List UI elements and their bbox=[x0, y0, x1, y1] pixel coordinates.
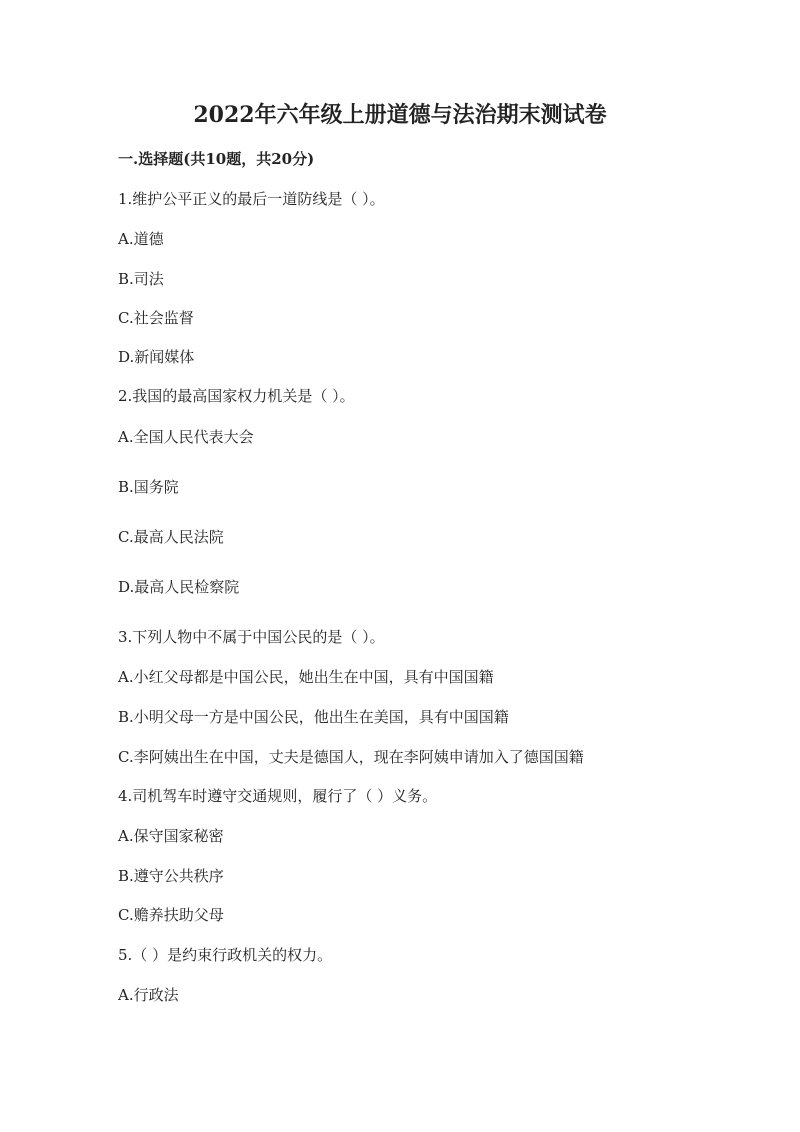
question-4-option-c: C.赡养扶助父母 bbox=[118, 906, 224, 924]
question-2-option-b: B.国务院 bbox=[118, 478, 179, 496]
question-1-option-c: C.社会监督 bbox=[118, 309, 194, 327]
question-2-option-a: A.全国人民代表大会 bbox=[118, 428, 254, 446]
question-1-option-d: D.新闻媒体 bbox=[118, 348, 195, 366]
question-3-stem: 3.下列人物中不属于中国公民的是（ ）。 bbox=[118, 628, 385, 646]
question-4-option-a: A.保守国家秘密 bbox=[118, 827, 224, 845]
question-1-option-a: A.道德 bbox=[118, 230, 164, 248]
section-heading: 一.选择题(共10题，共20分) bbox=[118, 150, 315, 168]
question-1-option-b: B.司法 bbox=[118, 270, 164, 288]
question-3-option-c: C.李阿姨出生在中国，丈夫是德国人，现在李阿姨申请加入了德国国籍 bbox=[118, 748, 584, 766]
question-5-option-a: A.行政法 bbox=[118, 986, 179, 1004]
question-2-option-d: D.最高人民检察院 bbox=[118, 578, 240, 596]
question-4-option-b: B.遵守公共秩序 bbox=[118, 867, 224, 885]
question-5-stem: 5.（ ）是约束行政机关的权力。 bbox=[118, 946, 333, 964]
question-3-option-a: A.小红父母都是中国公民，她出生在中国，具有中国国籍 bbox=[118, 668, 494, 686]
question-3-option-b: B.小明父母一方是中国公民，他出生在美国，具有中国国籍 bbox=[118, 708, 509, 726]
question-2-stem: 2.我国的最高国家权力机关是（ ）。 bbox=[118, 387, 355, 405]
exam-title: 2022年六年级上册道德与法治期末测试卷 bbox=[193, 102, 607, 128]
question-4-stem: 4.司机驾车时遵守交通规则，履行了（ ）义务。 bbox=[118, 787, 438, 805]
question-2-option-c: C.最高人民法院 bbox=[118, 528, 224, 546]
question-1-stem: 1.维护公平正义的最后一道防线是（ ）。 bbox=[118, 190, 385, 208]
